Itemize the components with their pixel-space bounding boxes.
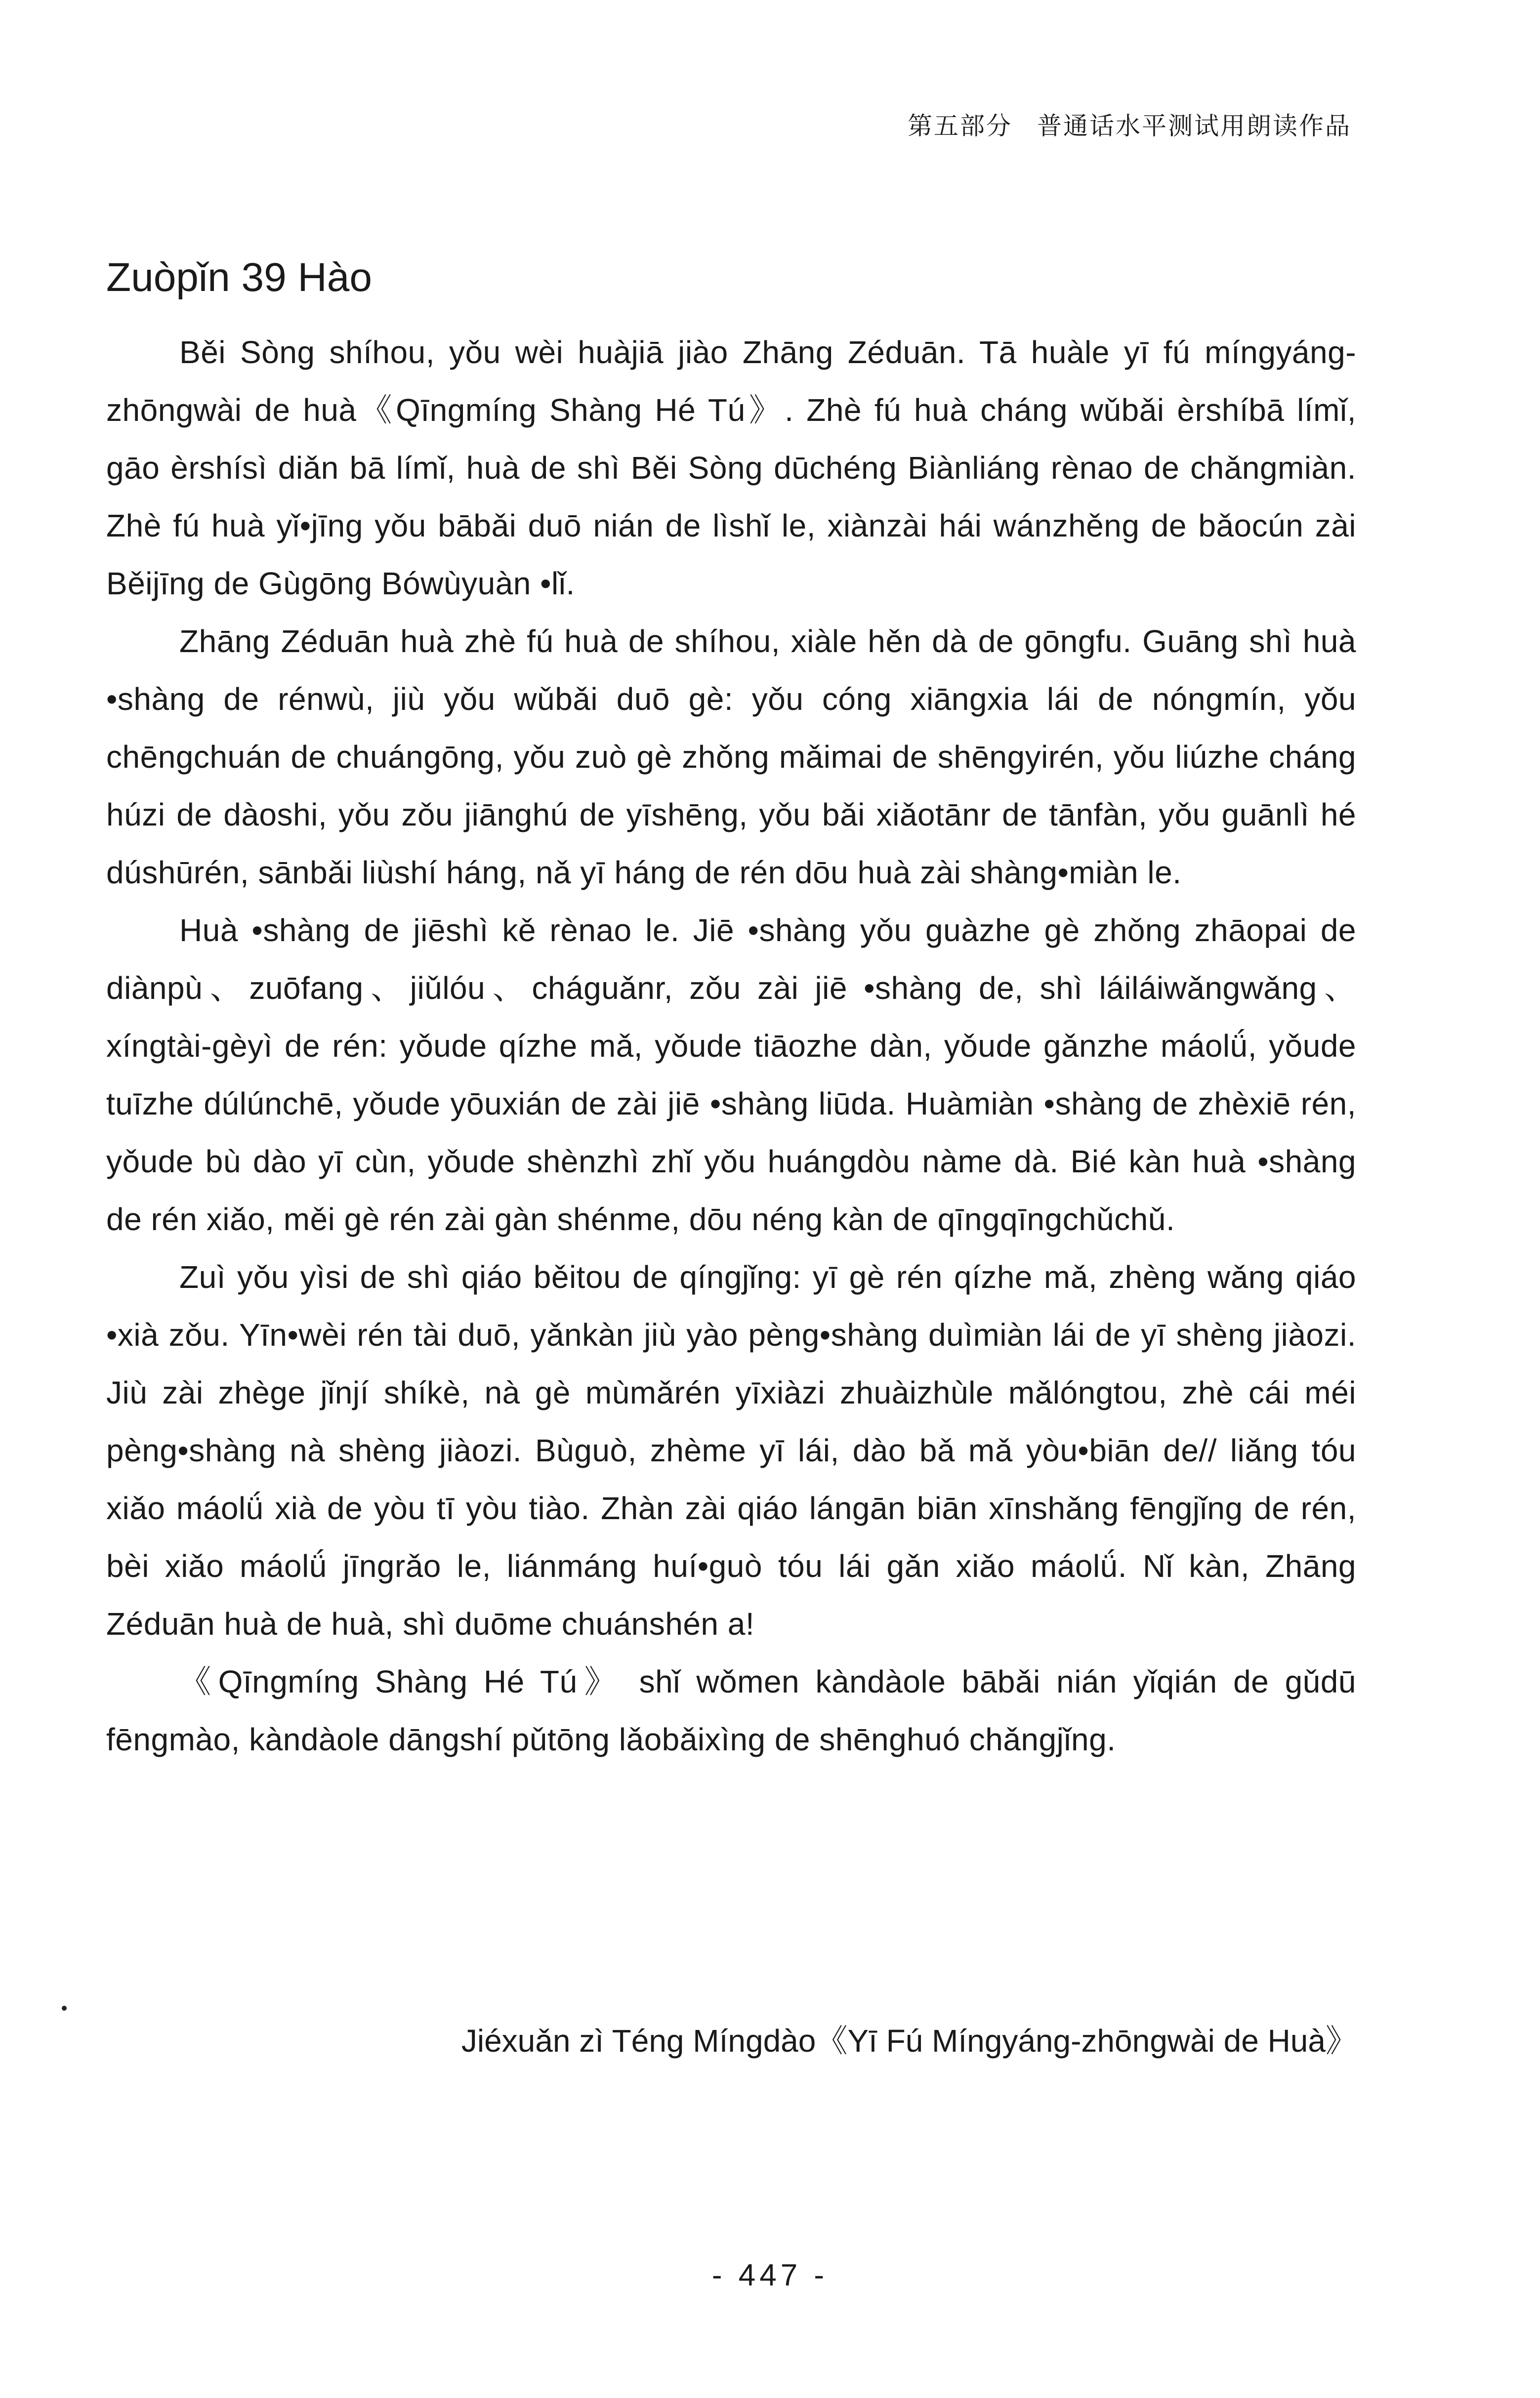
- paragraph-5: 《Qīngmíng Shàng Hé Tú》 shǐ wǒmen kàndàole bābǎi nián yǐqián de gǔdū fēngmào, kàndàole dāngshí pǔtōng lǎobǎixìng de shēnghuó chǎngjǐng.: [106, 1664, 1356, 1757]
- paragraph-2: Zhāng Zéduān huà zhè fú huà de shíhou, xiàle hěn dà de gōngfu. Guāng shì huà •shàng de rénwù, jiù yǒu wǔbǎi duō gè: yǒu cóng xiāngxia lái de nóngmín, yǒu chēngchuán de chuángōng, yǒu zuò gè zhǒng mǎimai de shēngyirén, yǒu liúzhe cháng húzi de dàoshi, yǒu zǒu jiānghú de yīshēng, yǒu bǎi xiǎotānr de tānfàn, yǒu guānlì hé dúshūrén, sānbǎi liùshí háng, nǎ yī háng de rén dōu huà zài shàng•miàn le.: [106, 623, 1356, 890]
- paragraph-3: Huà •shàng de jiēshì kě rènao le. Jiē •shàng yǒu guàzhe gè zhǒng zhāopai de diànpù、zuōfang、jiǔlóu、cháguǎnr, zǒu zài jiē •shàng de, shì láiláiwǎngwǎng、xíngtài-gèyì de rén: yǒude qízhe mǎ, yǒude tiāozhe dàn, yǒude gǎnzhe máolǘ, yǒude tuīzhe dúlúnchē, yǒude yōuxián de zài jiē •shàng liūda. Huàmiàn •shàng de zhèxiē rén, yǒude bù dào yī cùn, yǒude shènzhì zhǐ yǒu huángdòu nàme dà. Bié kàn huà •shàng de rén xiǎo, měi gè rén zài gàn shénme, dōu néng kàn de qīngqīngchǔchǔ.: [106, 912, 1356, 1237]
- source-citation: Jiéxuǎn zì Téng Míngdào《Yī Fú Míngyáng-zhōngwài de Huà》: [461, 2023, 1357, 2059]
- paragraph-4: Zuì yǒu yìsi de shì qiáo běitou de qíngjǐng: yī gè rén qízhe mǎ, zhèng wǎng qiáo •xià zǒu. Yīn•wèi rén tài duō, yǎnkàn jiù yào pèng•shàng duìmiàn lái de yī shèng jiàozi. Jiù zài zhège jǐnjí shíkè, nà gè mùmǎrén yīxiàzi zhuàizhùle mǎlóngtou, zhè cái méi pèng•shàng nà shèng jiàozi. Bùguò, zhème yī lái, dào bǎ mǎ yòu•biān de// liǎng tóu xiǎo máolǘ xià de yòu tī yòu tiào. Zhàn zài qiáo lángān biān xīnshǎng fēngjǐng de rén, bèi xiǎo máolǘ jīngrǎo le, liánmáng huí•guò tóu lái gǎn xiǎo máolǘ. Nǐ kàn, Zhāng Zéduān huà de huà, shì duōme chuánshén a!: [106, 1259, 1356, 1642]
- page-number: - 447 -: [711, 2258, 829, 2292]
- header-section: 第五部分: [908, 112, 1012, 140]
- work-title: Zuòpǐn 39 Hào: [106, 255, 372, 300]
- reading-text: [106, 324, 1356, 1769]
- margin-dot: [62, 2006, 67, 2011]
- running-header: [908, 106, 1351, 142]
- paragraph-1: Běi Sòng shíhou, yǒu wèi huàjiā jiào Zhāng Zéduān. Tā huàle yī fú míngyáng-zhōngwài de huà《Qīngmíng Shàng Hé Tú》. Zhè fú huà cháng wǔbǎi èrshíbā límǐ, gāo èrshísì diǎn bā límǐ, huà de shì Běi Sòng dūchéng Biànliáng rènao de chǎngmiàn. Zhè fú huà yǐ•jīng yǒu bābǎi duō nián de lìshǐ le, xiànzài hái wánzhěng de bǎocún zài Běijīng de Gùgōng Bówùyuàn •lǐ.: [106, 334, 1356, 601]
- header-title: 普通话水平测试用朗读作品: [1037, 112, 1351, 140]
